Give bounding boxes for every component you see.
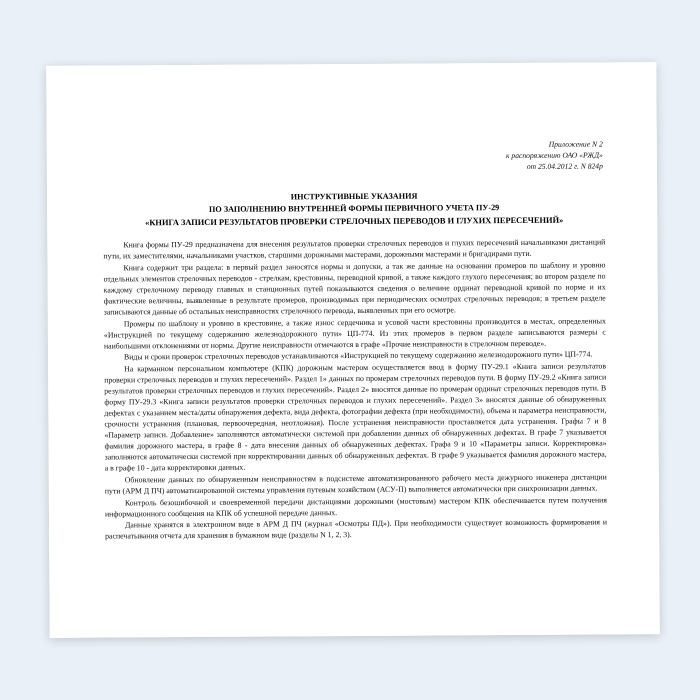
page-title-line-2: ПО ЗАПОЛНЕНИЮ ВНУТРЕННЕЙ ФОРМЫ ПЕРВИЧНОГО УЧЕТА ПУ-29 — [209, 203, 500, 215]
document-page — [46, 62, 659, 638]
document-page-shadow — [46, 62, 659, 638]
document-body — [103, 237, 607, 542]
paragraph-2: Книга содержит три раздела: в первый раздел заносятся нормы и допуски, а так же данные на основании промеров по шаблону и уровню отдельных элементов стрелочных переводов - стрелкам, крестовины, переводной кривой, а также каждого глухого пересечения; во втором разделе по каждому стрелочному переводу главных и станционных путей показываются сведения о величине ординат переводной кривой по норме и их фактические величины, выявленные в результате промеров, производимых при периодических осмотрах стрелочных переводов; в третьем разделе записываются данные об остальных неисправностях стрелочного перевода, выявленных при его осмотре. — [103, 260, 606, 317]
page-title-line-3: «КНИГА ЗАПИСИ РЕЗУЛЬТАТОВ ПРОВЕРКИ СТРЕЛОЧНЫХ ПЕРЕВОДОВ И ГЛУХИХ ПЕРЕСЕЧЕНИЙ» — [145, 215, 564, 227]
paragraph-4: Виды и сроки проверок стрелочных переводов устанавливаются «Инструкцией по текущему содержанию железнодорожного пути» ЦП-774. — [124, 349, 593, 362]
page-title — [109, 189, 599, 229]
paragraph-6: Обновление данных по обнаруженным неисправностям в подсистеме автоматизированного рабочего места дежурного инженера дистанции пути (АРМ Д ПЧ) автоматизированной системы управления путевым хозяйством (АСУ-П) выполняется автоматически при синхронизации данных. — [104, 472, 607, 496]
appendix-block — [103, 138, 605, 174]
paragraph-8: Данные хранятся в электронном виде в АРМ Д ПЧ (журнал «Осмотры ПД»). При необходимости существует возможность формирования и распечатывания отчета для хранения в бумажном виде (разделы N 1, 2, 3). — [105, 517, 608, 541]
paragraph-7: Контроль безошибочной и своевременной передачи дистанциями дорожными (мостовым) мастером КПК обеспечивается путем получения информационного сообщения на КПК об успешной передаче данных. — [104, 495, 607, 519]
paragraph-1: Книга формы ПУ-29 предназначена для внесения результатов проверки стрелочных переводов и глухих пересечений начальниками дистанций пути, их заместителями, начальниками участков, старшими дорожными мастерами, дорожными мастерами и бригадирами пути. — [103, 237, 606, 261]
page-title-line-1: ИНСТРУКТИВНЫЕ УКАЗАНИЯ — [290, 191, 418, 202]
appendix-line-3: от 25.04.2012 г. N 824р — [526, 161, 603, 171]
paragraph-3: Промеры по шаблону и уровню в крестовине, а также износ сердечника и усовой части крестовины производится в местах, определенных «Инструкцией по текущему содержанию железнодорожного пути» ЦП-774. Из этих промеров в первом разделе записываются размеры с наибольшими отклонениями от нормы. Другие неисправности отмечаются в графе «Прочие неисправности в стрелочном переводе». — [103, 316, 606, 351]
appendix-line-2: к распоряжению ОАО «РЖД» — [505, 150, 603, 161]
appendix-line-1: Приложение N 2 — [548, 139, 603, 149]
paragraph-5: На карманном персональном компьютере (КПК) дорожным мастером осуществляется ввод в форму ПУ-29.1 «Книга записи результатов проверки стрелочных переводов и глухих пересечений». Раздел 1» данных по промерам стрелочных переводов пути. В форму ПУ-29.2 «Книга записи результатов проверки стрелочных переводов и глухих пересечений». Раздел 2» вносятся данные по промерам ординат стрелочных переводов пути. В форму ПУ-29.3 «Книга записи результатов проверки стрелочных переводов и глухих пересечений». Раздел 3» вносятся данные об обнаруженных дефектах с указанием места/даты обнаружения дефекта, вида дефекта, фотографии дефекта (при необходимости), объема и параметра неисправности, срочности устранения (плановая, первоочередная, неотложная). После устранения неисправности проставляется дата устранения. Графы 7 и 8 «Параметр записи. Добавление» заполняются автоматически системой при добавлении данных об обнаруженных дефектах. В графе 7 указывается фамилия дорожного мастера, в графе 8 - дата внесения данных об обнаруженных дефектах. Графа 9 и 10 «Параметры записи. Корректировка» заполняются автоматически системой при корректировании данных об обнаруженных дефектах. В графе 9 указывается фамилия дорожного мастера, а в графе 10 - дата корректировки данных. — [104, 361, 607, 473]
